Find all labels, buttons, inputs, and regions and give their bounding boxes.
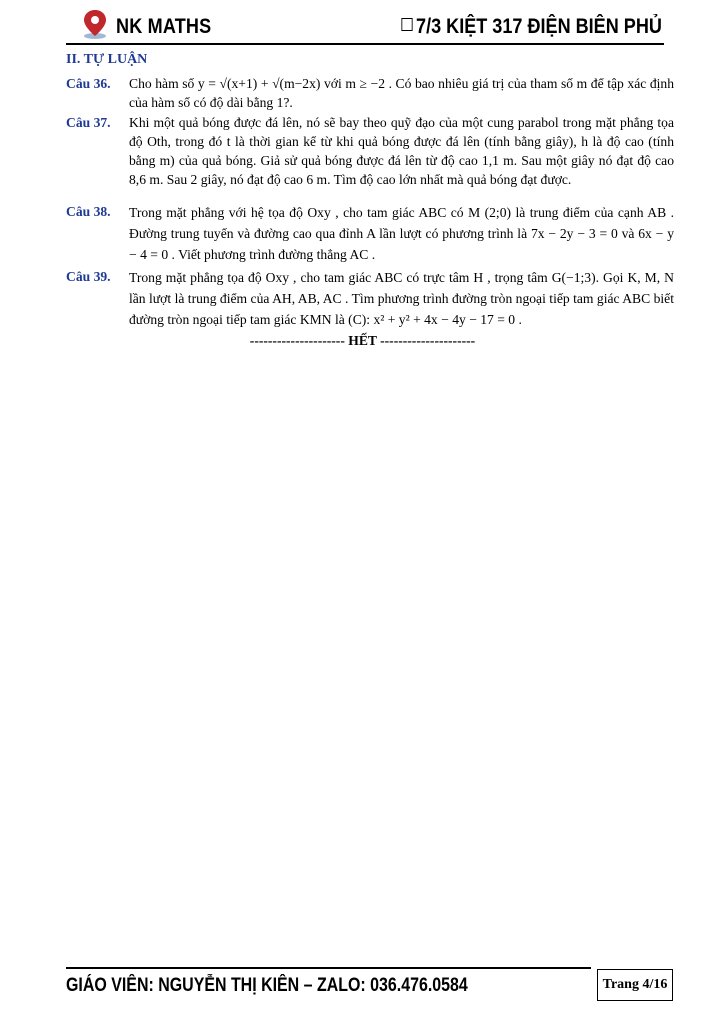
footer-divider xyxy=(66,967,591,969)
question-38 xyxy=(66,202,674,265)
section-title: II. TỰ LUẬN xyxy=(66,52,148,67)
question-36 xyxy=(66,74,674,112)
question-number: Câu 38. xyxy=(66,204,111,219)
page-number: Trang 4/16 xyxy=(597,969,673,1001)
question-text: Trong mặt phẳng tọa độ Oxy , cho tam giác ABC có trực tâm H , trọng tâm G(−1;3). Gọi K, M, N lần lượt là trung điểm của AH, AB, AC . Tìm phương trình đường tròn ngoại tiếp tam giác ABC biết đường tròn ngoại tiếp tam giác KMN là (C): x² + y² + 4x − 4y − 17 = 0 . xyxy=(129,270,674,327)
teacher-info: GIÁO VIÊN: NGUYỄN THỊ KIÊN – ZALO: 036.476.0584 xyxy=(66,975,468,996)
address-text: 7/3 KIỆT 317 ĐIỆN BIÊN PHỦ xyxy=(416,15,662,38)
header-divider xyxy=(66,43,664,45)
question-39 xyxy=(66,267,674,330)
address-icon xyxy=(401,18,412,31)
question-text: Trong mặt phẳng với hệ tọa độ Oxy , cho tam giác ABC có M (2;0) là trung điểm của cạnh AB . Đường trung tuyến và đường cao qua đỉnh A lần lượt có phương trình là 7x − 2y − 3 = 0 và 6x − y − 4 = 0 . Viết phương trình đường thẳng AC . xyxy=(129,205,674,262)
question-number: Câu 39. xyxy=(66,269,111,284)
question-text: Khi một quả bóng được đá lên, nó sẽ bay theo quỹ đạo của một cung parabol trong mặt phẳng tọa độ Oth, trong đó t là thời gian kể từ khi quả bóng được đá lên (tính bằng giây), h là độ cao (tính bằng m) của quả bóng. Giả sử quả bóng được đá lên từ độ cao 1,1 m. Sau một giây nó đạt độ cao 8,6 m. Sau 2 giây, nó đạt độ cao 6 m. Tìm độ cao lớn nhất mà quả bóng đạt được. xyxy=(129,115,674,187)
address-line xyxy=(401,15,662,39)
brand-name: NK MATHS xyxy=(116,15,212,38)
location-pin-icon xyxy=(80,8,110,40)
question-number: Câu 36. xyxy=(66,76,111,91)
question-number: Câu 37. xyxy=(66,115,111,130)
question-text: Cho hàm số y = √(x+1) + √(m−2x) với m ≥ −2 . Có bao nhiêu giá trị của tham số m để tập xác định của hàm số có độ dài bằng 1?. xyxy=(129,76,674,110)
question-37 xyxy=(66,113,674,189)
end-marker: --------------------- HẾT --------------------- xyxy=(249,333,476,348)
page-header xyxy=(66,6,664,44)
